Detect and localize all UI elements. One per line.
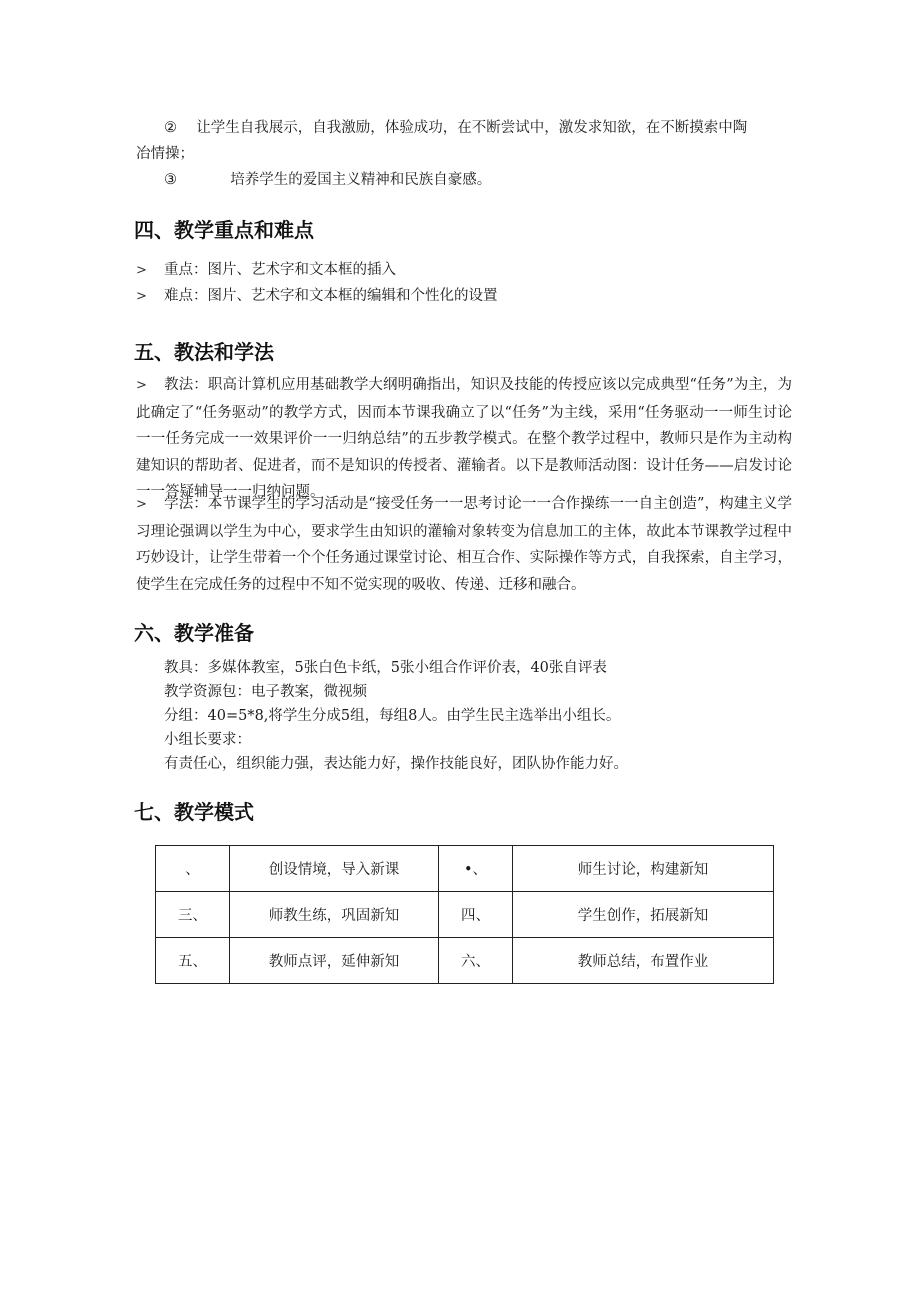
table-cell: 四、 [439,892,513,938]
chevron-right-icon: > [136,289,147,304]
table-cell: 创设情境，导入新课 [230,846,439,892]
learning-method-text: 学法：本节课学生的学习活动是“接受任务一一思考讨论一一合作操练一一自主创造”，构建主义学习理论强调以学生为中心，要求学生由知识的灌输对象转变为信息加工的主体，故此本节课教学过程中巧妙设计，让学生带着一个个任务通过课堂讨论、相互合作、实际操作等方式，自我探索，自主学习，使学生在完成任务的过程中不知不觉实现的吸收、传递、迁移和融合。 [136,496,792,593]
learning-method-paragraph [136,491,792,598]
table-cell: 五、 [156,938,230,984]
table-row [156,846,774,892]
table-cell: 三、 [156,892,230,938]
chevron-right-icon: > [136,378,147,393]
key-point-text: 重点：图片、艺术字和文本框的插入 [164,262,396,278]
table-row [156,892,774,938]
objective-3-mark: ③ [164,172,177,188]
teaching-mode-table [155,845,774,984]
prep-line-4: 小组长要求： [164,732,251,748]
objective-2 [164,118,747,138]
teaching-method-paragraph [136,372,792,506]
table-cell: •、 [439,846,513,892]
table-cell: 教师总结，布置作业 [513,938,774,984]
prep-line-5: 有责任心，组织能力强，表达能力好，操作技能良好，团队协作能力好。 [164,756,628,772]
section-6-heading: 六、教学准备 [134,621,254,645]
objective-3 [164,170,491,190]
objective-3-text: 培养学生的爱国主义精神和民族自豪感。 [230,172,492,188]
chevron-right-icon: > [136,497,147,512]
objective-2-mark: ② [164,120,177,136]
table-cell: 六、 [439,938,513,984]
table-cell: 教师点评，延伸新知 [230,938,439,984]
objective-2-text: 让学生自我展示，自我激励，体验成功，在不断尝试中，激发求知欲，在不断摸索中陶 [196,120,748,136]
key-point-item [136,260,396,281]
teaching-method-text: 教法：职高计算机应用基础教学大纲明确指出，知识及技能的传授应该以完成典型“任务”为主，为此确定了“任务驱动”的教学方式，因而本节课我确立了以“任务”为主线，采用“任务驱动一一师生讨论一一任务完成一一效果评价一一归纳总结”的五步教学模式。在整个教学过程中，教师只是作为主动构建知识的帮助者、促进者，而不是知识的传授者、灌输者。以下是教师活动图：设计任务——启发讨论一一答疑辅导一一归纳问题。 [136,377,792,500]
table-cell: 、 [156,846,230,892]
prep-line-1: 教具：多媒体教室，5张白色卡纸，5张小组合作评价表，40张自评表 [164,660,607,676]
table-row [156,938,774,984]
table-cell: 师教生练，巩固新知 [230,892,439,938]
table-cell: 师生讨论，构建新知 [513,846,774,892]
objective-2-continuation: 冶情操； [136,146,194,162]
prep-line-2: 教学资源包：电子教案，微视频 [164,684,367,700]
section-5-heading: 五、教法和学法 [134,340,274,364]
prep-line-3: 分组：40=5*8,将学生分成5组，每组8人。由学生民主选举出小组长。 [164,708,621,724]
table-cell: 学生创作，拓展新知 [513,892,774,938]
chevron-right-icon: > [136,263,147,278]
section-4-heading: 四、教学重点和难点 [134,218,314,242]
difficulty-item [136,286,498,307]
difficulty-text: 难点：图片、艺术字和文本框的编辑和个性化的设置 [164,288,498,304]
section-7-heading: 七、教学模式 [134,800,254,824]
